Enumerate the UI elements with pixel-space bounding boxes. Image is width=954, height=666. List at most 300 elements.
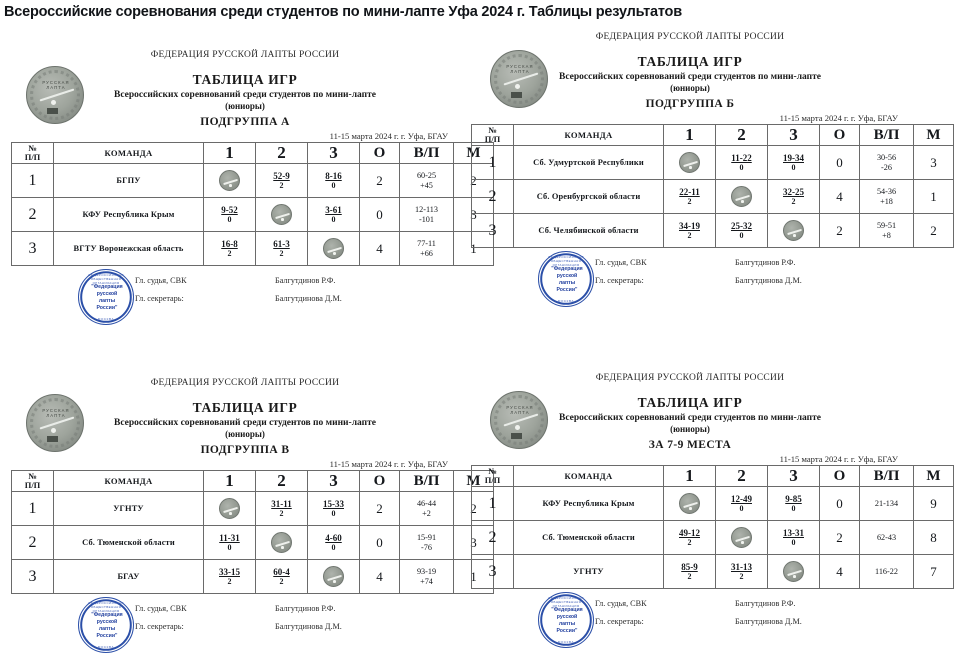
cell-team-name: УГНТУ [54,492,204,526]
cell-final-place: 1 [454,560,494,594]
match-points: 0 [227,543,232,553]
cell-match-result [768,521,820,555]
cell-win-loss [400,232,454,266]
table-block-subgroup-b [460,32,941,310]
match-score: 34-19 [679,220,700,231]
cell-self-emblem-icon [308,560,360,594]
match-score: 9-52 [221,204,238,215]
secretary-role-label: Гл. секретарь: [595,276,644,285]
federation-header: ФЕДЕРАЦИЯ РУССКОЙ ЛАПТЫ РОССИИ [150,50,340,60]
header-opponent-3: 3 [308,143,360,164]
header-np: № П/П [472,125,514,146]
table-body [472,487,954,589]
cell-row-number: 1 [12,492,54,526]
cell-match-result [204,198,256,232]
cell-team-name: ВГТУ Воронежская область [54,232,204,266]
header-winloss: В/П [860,125,914,146]
cell-emblem-icon [323,238,344,259]
header-team: КОМАНДА [514,125,664,146]
cell-total-points: 0 [360,198,400,232]
table-row [12,492,494,526]
cell-match-result [664,555,716,589]
cell-final-place: 3 [914,146,954,180]
cell-row-number: 3 [12,232,54,266]
match-points: 0 [739,504,744,514]
header-opponent-1: 1 [664,125,716,146]
match-points: 0 [791,504,796,514]
secretary-role-label: Гл. секретарь: [595,617,644,626]
cell-win-loss [860,180,914,214]
match-score: 9-85 [785,493,802,504]
cell-team-name: Сб. Челябинской области [514,214,664,248]
header-winloss: В/П [400,143,454,164]
judge-role-label: Гл. судья, СВК [595,258,647,267]
cell-match-result [768,180,820,214]
cell-total-points: 0 [360,526,400,560]
cell-win-loss [400,492,454,526]
cell-total-points: 4 [820,180,860,214]
cell-match-result [308,526,360,560]
federation-header: ФЕДЕРАЦИЯ РУССКОЙ ЛАПТЫ РОССИИ [150,378,340,388]
cell-win-loss [400,198,454,232]
signature-row-judge [595,595,900,613]
match-points: 2 [279,577,284,587]
signature-block [460,595,900,651]
match-points: 2 [279,181,284,191]
date-place-line: 11-15 марта 2024 г. г. Уфа, БГАУ [329,131,448,141]
table-subtitle-2: (юниоры) [225,429,265,439]
cell-emblem-icon [219,498,240,519]
date-place-line: 11-15 марта 2024 г. г. Уфа, БГАУ [779,113,898,123]
stamp-top-text: ОБЩЕРОССИЙСКАЯ ОБЩЕСТВЕННАЯ ОРГАНИЗАЦИЯ [548,596,584,608]
table-row [472,521,954,555]
table-header-row [12,471,494,492]
cell-total-points: 4 [360,232,400,266]
cell-match-result [664,180,716,214]
header-np: № П/П [12,471,54,492]
table-subtitle-2: (юниоры) [670,83,710,93]
cell-match-result [256,232,308,266]
cell-final-place: 8 [914,521,954,555]
header-place: М [914,466,954,487]
table-subtitle: Всероссийских соревнований среди студентов по мини-лапте [113,90,377,100]
header-opponent-3: 3 [768,466,820,487]
win-loss-totals: 77-11 [417,238,436,248]
match-points: 2 [687,231,692,241]
cell-match-result [204,560,256,594]
match-score: 11-31 [219,532,240,543]
cell-emblem-icon [219,170,240,191]
match-points: 0 [791,538,796,548]
table-row [472,555,954,589]
match-score: 8-16 [325,170,342,181]
table-block-places-7-9 [460,373,941,651]
table-row [472,180,954,214]
cell-row-number: 3 [12,560,54,594]
header-points: О [360,471,400,492]
table-subtitle: Всероссийских соревнований среди студентов по мини-лапте [558,413,822,423]
cell-total-points: 0 [820,146,860,180]
match-score: 85-9 [681,561,698,572]
signature-row-judge [135,600,450,618]
cell-self-emblem-icon [256,198,308,232]
judge-name: Балгутдинов Р.Ф. [275,276,336,285]
cell-row-number: 2 [12,526,54,560]
cell-self-emblem-icon [768,555,820,589]
cell-emblem-icon [679,493,700,514]
table-row [472,214,954,248]
match-points: 2 [739,572,744,582]
win-loss-difference: +2 [422,508,431,518]
page-title: Всероссийские соревнования среди студентов по мини-лапте Уфа 2024 г. Таблицы результатов [4,4,682,20]
win-loss-totals: 93-19 [416,566,437,576]
cell-match-result [308,164,360,198]
match-points: 2 [687,197,692,207]
header-opponent-1: 1 [664,466,716,487]
stamp-top-text: ОБЩЕРОССИЙСКАЯ ОБЩЕСТВЕННАЯ ОРГАНИЗАЦИЯ [88,273,124,285]
table-block-subgroup-v [0,378,481,656]
cell-match-result [716,487,768,521]
signature-row-judge [595,254,900,272]
header-points: О [820,125,860,146]
win-loss-totals: 54-36 [876,186,897,196]
emblem-label: РУССКАЯ ЛАПТА [506,405,534,415]
cell-team-name: БГПУ [54,164,204,198]
stamp-top-text: ОБЩЕРОССИЙСКАЯ ОБЩЕСТВЕННАЯ ОРГАНИЗАЦИЯ [88,601,124,613]
cell-self-emblem-icon [308,232,360,266]
cell-win-loss [400,560,454,594]
cell-self-emblem-icon [664,487,716,521]
match-points: 0 [739,231,744,241]
cell-final-place: 1 [914,180,954,214]
cell-match-result [716,146,768,180]
cell-emblem-icon [731,527,752,548]
match-score: 52-9 [273,170,290,181]
table-header-row [472,125,954,146]
header-winloss: В/П [860,466,914,487]
cell-row-number: 2 [472,521,514,555]
match-points: 0 [227,215,232,225]
match-score: 19-34 [783,152,804,163]
table-subtitle-2: (юниоры) [670,424,710,434]
cell-total-points: 0 [820,487,860,521]
table-row [12,198,494,232]
win-loss-totals: 12-113 [415,204,438,214]
match-score: 31-11 [271,498,292,509]
table-subtitle: Всероссийских соревнований среди студентов по мини-лапте [113,418,377,428]
match-score: 31-13 [731,561,752,572]
header-np: № П/П [12,143,54,164]
cell-match-result [768,146,820,180]
header-opponent-3: 3 [768,125,820,146]
header-opponent-3: 3 [308,471,360,492]
ball-icon [51,100,56,105]
match-points: 0 [331,181,336,191]
table-title: ТАБЛИЦА ИГР [637,54,743,69]
cell-total-points: 4 [820,555,860,589]
judge-name: Балгутдинов Р.Ф. [735,599,796,608]
signature-row-secretary [595,613,900,631]
cell-final-place: 1 [454,232,494,266]
match-score: 11-22 [731,152,752,163]
header-opponent-2: 2 [716,466,768,487]
cell-emblem-icon [783,220,804,241]
header-team: КОМАНДА [54,143,204,164]
results-table-places-7-9 [471,465,954,589]
cell-win-loss [400,164,454,198]
cell-row-number: 3 [472,214,514,248]
match-score: 16-8 [221,238,238,249]
match-points: 2 [279,249,284,259]
plate-icon [511,433,522,439]
cell-emblem-icon [271,204,292,225]
cell-row-number: 2 [472,180,514,214]
cell-match-result [256,164,308,198]
emblem-label: РУССКАЯ ЛАПТА [42,80,70,90]
win-loss-difference: +66 [420,248,433,258]
win-loss-difference: -76 [421,542,432,552]
group-label: ПОДГРУППА В [200,444,290,456]
cell-final-place: 2 [454,492,494,526]
win-loss-totals: 62-43 [876,532,897,542]
match-points: 0 [791,163,796,173]
signature-block [0,600,450,656]
cell-final-place: 9 [914,487,954,521]
table-row [12,526,494,560]
cell-match-result [308,198,360,232]
win-loss-totals: 116-22 [875,566,898,576]
header-points: О [360,143,400,164]
match-points: 0 [739,163,744,173]
results-table-subgroup-b [471,124,954,248]
match-points: 0 [331,509,336,519]
cell-emblem-icon [323,566,344,587]
table-row [12,232,494,266]
match-points: 2 [687,572,692,582]
header-opponent-2: 2 [716,125,768,146]
win-loss-totals: 30-56 [876,152,897,162]
match-points: 2 [279,509,284,519]
signature-row-secretary [135,290,450,308]
match-score: 61-3 [273,238,290,249]
cell-final-place: 3 [454,198,494,232]
results-table-subgroup-a [11,142,494,266]
stamp-bottom-text: МОСКВА [97,645,115,649]
cell-match-result [664,521,716,555]
stamp-center-text: "Федерация русской лапты России" [91,284,123,312]
table-header-row [12,143,494,164]
table-row [12,560,494,594]
stamp-bottom-text: МОСКВА [557,640,575,644]
ball-icon [515,425,520,430]
cell-team-name: Сб. Тюменской области [54,526,204,560]
cell-win-loss [400,526,454,560]
official-stamp-icon [78,597,134,653]
win-loss-totals: 60-25 [416,170,437,180]
match-score: 49-12 [679,527,700,538]
cell-self-emblem-icon [768,214,820,248]
match-points: 2 [227,577,232,587]
cell-emblem-icon [271,532,292,553]
emblem-label: РУССКАЯ ЛАПТА [506,64,534,74]
match-score: 3-61 [325,204,342,215]
header-winloss: В/П [400,471,454,492]
win-loss-difference: -101 [418,214,434,224]
signature-block [0,272,450,328]
win-loss-totals: 21-134 [874,498,899,508]
cell-win-loss [860,487,914,521]
signature-row-secretary [135,618,450,636]
plate-icon [511,92,522,98]
win-loss-totals: 15-91 [416,532,437,542]
header-team: КОМАНДА [514,466,664,487]
secretary-role-label: Гл. секретарь: [135,294,184,303]
table-subtitle-2: (юниоры) [225,101,265,111]
cell-row-number: 1 [472,487,514,521]
match-score: 4-60 [325,532,342,543]
cell-self-emblem-icon [256,526,308,560]
stamp-top-text: ОБЩЕРОССИЙСКАЯ ОБЩЕСТВЕННАЯ ОРГАНИЗАЦИЯ [548,255,584,267]
header-opponent-1: 1 [204,143,256,164]
secretary-role-label: Гл. секретарь: [135,622,184,631]
table-row [472,146,954,180]
cell-win-loss [860,214,914,248]
signature-row-judge [135,272,450,290]
header-np: № П/П [472,466,514,487]
official-stamp-icon [538,592,594,648]
cell-emblem-icon [679,152,700,173]
match-points: 0 [331,215,336,225]
stamp-center-text: "Федерация русской лапты России" [551,607,583,635]
cell-final-place: 2 [914,214,954,248]
match-points: 2 [791,197,796,207]
header-points: О [820,466,860,487]
match-points: 2 [687,538,692,548]
cell-total-points: 2 [820,214,860,248]
win-loss-difference: +74 [420,576,433,586]
date-place-line: 11-15 марта 2024 г. г. Уфа, БГАУ [329,459,448,469]
table-row [12,164,494,198]
header-opponent-1: 1 [204,471,256,492]
table-body [12,164,494,266]
cell-team-name: БГАУ [54,560,204,594]
win-loss-totals: 46-44 [416,498,437,508]
win-loss-totals: 59-51 [876,220,897,230]
official-stamp-icon [538,251,594,307]
table-title: ТАБЛИЦА ИГР [637,395,743,410]
federation-emblem-icon [490,50,548,108]
cell-total-points: 2 [360,164,400,198]
cell-self-emblem-icon [716,180,768,214]
stamp-center-text: "Федерация русской лапты России" [91,612,123,640]
cell-final-place: 3 [454,526,494,560]
table-title: ТАБЛИЦА ИГР [192,400,298,415]
cell-team-name: КФУ Республика Крым [54,198,204,232]
cell-match-result [716,555,768,589]
judge-role-label: Гл. судья, СВК [595,599,647,608]
match-points: 0 [331,543,336,553]
judge-role-label: Гл. судья, СВК [135,276,187,285]
match-score: 32-25 [783,186,804,197]
plate-icon [47,108,58,114]
judge-role-label: Гл. судья, СВК [135,604,187,613]
win-loss-difference: +8 [882,230,891,240]
federation-header: ФЕДЕРАЦИЯ РУССКОЙ ЛАПТЫ РОССИИ [595,373,785,383]
win-loss-difference: +45 [420,180,433,190]
ball-icon [51,428,56,433]
table-header-row [472,466,954,487]
judge-name: Балгутдинов Р.Ф. [735,258,796,267]
official-stamp-icon [78,269,134,325]
cell-total-points: 4 [360,560,400,594]
cell-team-name: УГНТУ [514,555,664,589]
match-score: 13-31 [783,527,804,538]
secretary-name: Балгутдинова Д.М. [735,617,802,626]
match-points: 2 [227,249,232,259]
results-table-subgroup-v [11,470,494,594]
cell-row-number: 3 [472,555,514,589]
stamp-bottom-text: МОСКВА [557,299,575,303]
plate-icon [47,436,58,442]
cell-self-emblem-icon [664,146,716,180]
cell-team-name: КФУ Республика Крым [514,487,664,521]
header-place: М [454,143,494,164]
cell-team-name: Сб. Оренбургской области [514,180,664,214]
win-loss-difference: +18 [880,196,893,206]
table-row [472,487,954,521]
header-team: КОМАНДА [54,471,204,492]
group-label: ПОДГРУППА А [200,116,290,128]
match-score: 25-32 [731,220,752,231]
federation-emblem-icon [26,394,84,452]
cell-win-loss [860,146,914,180]
cell-match-result [204,232,256,266]
header-opponent-2: 2 [256,471,308,492]
cell-emblem-icon [731,186,752,207]
cell-win-loss [860,555,914,589]
cell-match-result [256,560,308,594]
cell-match-result [664,214,716,248]
secretary-name: Балгутдинова Д.М. [275,622,342,631]
cell-self-emblem-icon [204,164,256,198]
cell-win-loss [860,521,914,555]
header-place: М [914,125,954,146]
ball-icon [515,84,520,89]
header-opponent-2: 2 [256,143,308,164]
match-score: 12-49 [731,493,752,504]
table-block-subgroup-a [0,50,481,328]
table-title: ТАБЛИЦА ИГР [192,72,298,87]
match-score: 22-11 [679,186,700,197]
cell-final-place: 2 [454,164,494,198]
signature-row-secretary [595,272,900,290]
table-subtitle: Всероссийских соревнований среди студентов по мини-лапте [558,72,822,82]
group-label: ЗА 7-9 МЕСТА [648,439,732,451]
emblem-label: РУССКАЯ ЛАПТА [42,408,70,418]
cell-match-result [768,487,820,521]
cell-emblem-icon [783,561,804,582]
federation-header: ФЕДЕРАЦИЯ РУССКОЙ ЛАПТЫ РОССИИ [595,32,785,42]
cell-match-result [716,214,768,248]
cell-row-number: 2 [12,198,54,232]
cell-total-points: 2 [360,492,400,526]
cell-team-name: Сб. Тюменской области [514,521,664,555]
group-label: ПОДГРУППА Б [645,98,735,110]
header-place: М [454,471,494,492]
federation-emblem-icon [26,66,84,124]
cell-final-place: 7 [914,555,954,589]
match-score: 60-4 [273,566,290,577]
